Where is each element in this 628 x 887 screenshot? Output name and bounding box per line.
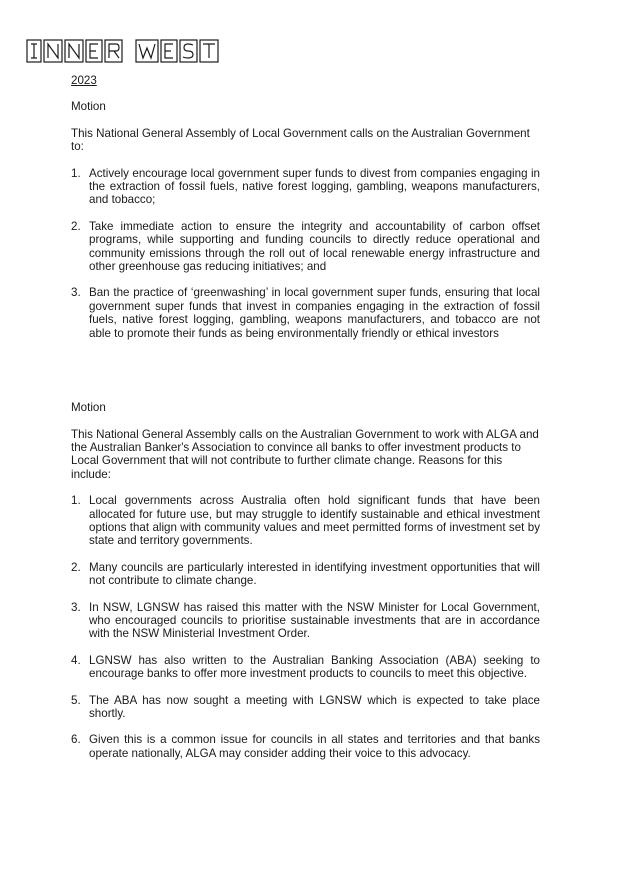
document-body <box>71 74 540 773</box>
list-number: 4. <box>71 653 81 667</box>
list-number: 5. <box>71 693 81 707</box>
motion-list <box>71 494 540 760</box>
motion-label: Motion <box>71 100 106 114</box>
list-text: Many councils are particularly interested in identifying investment opportunities that will not contribute to climate change. <box>89 560 540 588</box>
list-text: LGNSW has also written to the Australian Banking Association (ABA) seeking to encourage banks to offer more investment products to councils to meet this objective. <box>89 653 540 681</box>
list-item <box>71 220 540 274</box>
list-item <box>71 561 540 588</box>
list-number: 2. <box>71 560 81 574</box>
motion-list <box>71 167 540 340</box>
list-item <box>71 694 540 721</box>
list-text: Ban the practice of ‘greenwashing’ in local government super funds, ensuring that local government super funds that invest in companies engaging in the extraction of fossil fuels, native forest logging, gambling, weapons manufacturers, and tobacco are not able to promote their funds as being environmentally friendly or ethical investors <box>89 286 540 340</box>
list-item <box>71 167 540 207</box>
list-number: 6. <box>71 733 81 747</box>
list-text: Local governments across Australia often hold significant funds that have been allocated for future use, but may struggle to identify sustainable and ethical investment options that align with community values and meet permitted forms of investment set by state and territory governments. <box>89 494 540 548</box>
motion-section-1 <box>71 100 540 340</box>
motion-label: Motion <box>71 401 106 415</box>
list-number: 3. <box>71 600 81 614</box>
list-number: 3. <box>71 286 81 300</box>
motion-intro: This National General Assembly of Local Government calls on the Australian Government to: <box>71 126 530 154</box>
inner-west-logo <box>26 38 222 64</box>
list-number: 2. <box>71 219 81 233</box>
list-text: Actively encourage local government super funds to divest from companies engaging in the extraction of fossil fuels, native forest logging, gambling, weapons manufacturers, and tobacco; <box>89 166 540 207</box>
list-text: Given this is a common issue for councils in all states and territories and that banks operate nationally, ALGA may consider adding their voice to this advocacy. <box>89 733 540 760</box>
list-item <box>71 654 540 681</box>
list-item <box>71 286 540 340</box>
list-item <box>71 601 540 641</box>
list-number: 1. <box>71 166 81 180</box>
year-heading: 2023 <box>71 74 97 87</box>
list-text: Take immediate action to ensure the integrity and accountability of carbon offset programs, while supporting and funding councils to directly reduce operational and community emissions through the roll out of local renewable energy infrastructure and other greenhouse gas reducing initiatives; and <box>89 219 540 274</box>
motion-section-2 <box>71 401 540 760</box>
list-text: The ABA has now sought a meeting with LGNSW which is expected to take place shortly. <box>89 693 540 720</box>
list-item <box>71 733 540 760</box>
list-item <box>71 494 540 548</box>
list-number: 1. <box>71 494 81 508</box>
section-spacer <box>71 353 540 401</box>
list-text: In NSW, LGNSW has raised this matter with the NSW Minister for Local Government, who encouraged councils to prioritise sustainable investments that are in accordance with the NSW Ministerial Investment Order. <box>89 600 540 641</box>
motion-intro: This National General Assembly calls on the Australian Government to work with ALGA and the Australian Banker's Association to convince all banks to offer investment products to Local Government that will not contribute to further climate change. Reasons for this include: <box>71 427 539 481</box>
